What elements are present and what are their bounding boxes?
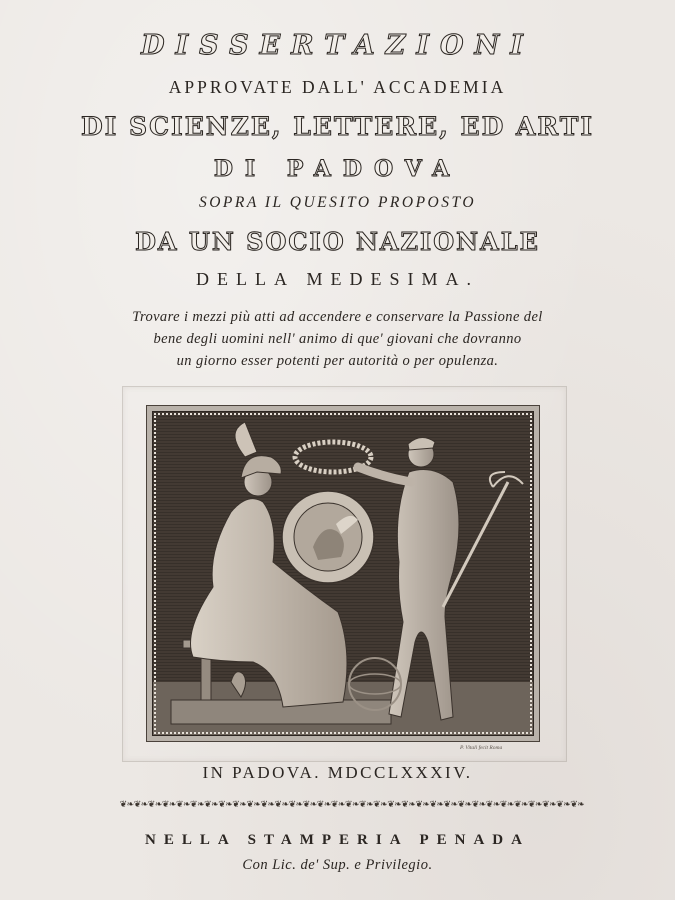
subtitle-medesima: DELLA MEDESIMA. xyxy=(196,269,479,289)
ornament-rule: ❦❧❦❧❦❧❦❧❦❧❦❧❦❧❦❧❦❧❦❧❦❧❦❧❦❧❦❧❦❧❦❧❦❧❦❧❦❧❦❧❦❧❦❧❦❧❦❧❦❧❦❧❦❧❦❧❦❧❦❧❦❧❦❧❦❧ xyxy=(119,799,585,809)
imprint-printer: NELLA STAMPERIA PENADA xyxy=(145,832,530,848)
engraving-illustration xyxy=(153,412,534,736)
question-line: bene degli uomini nell' animo di que' giovani che dovranno xyxy=(153,331,522,347)
question-line: Trovare i mezzi più atti ad accendere e conservare la Passione del xyxy=(132,309,543,325)
imprint-place-date: IN PADOVA. MDCCLXXXIV. xyxy=(202,763,473,782)
engraving-plate xyxy=(146,405,540,742)
subtitle-padova: DI PADOVA xyxy=(213,156,462,182)
subtitle-socio: DA UN SOCIO NAZIONALE xyxy=(135,227,540,256)
subtitle-approvate: APPROVATE DALL' ACCADEMIA xyxy=(168,77,507,97)
engraving-image xyxy=(152,411,534,736)
imprint-license: Con Lic. de' Sup. e Privilegio. xyxy=(242,857,433,873)
question-line: un giorno esser potenti per autorità o per opulenza. xyxy=(176,353,499,369)
book-title: DISSERTAZIONI xyxy=(141,30,534,61)
engraver-signature: P. Vitali fecit Roma xyxy=(460,745,503,751)
subtitle-sopra: SOPRA IL QUESITO PROPOSTO xyxy=(198,194,477,211)
subtitle-academy-name: DI SCIENZE, LETTERE, ED ARTI xyxy=(80,112,595,141)
